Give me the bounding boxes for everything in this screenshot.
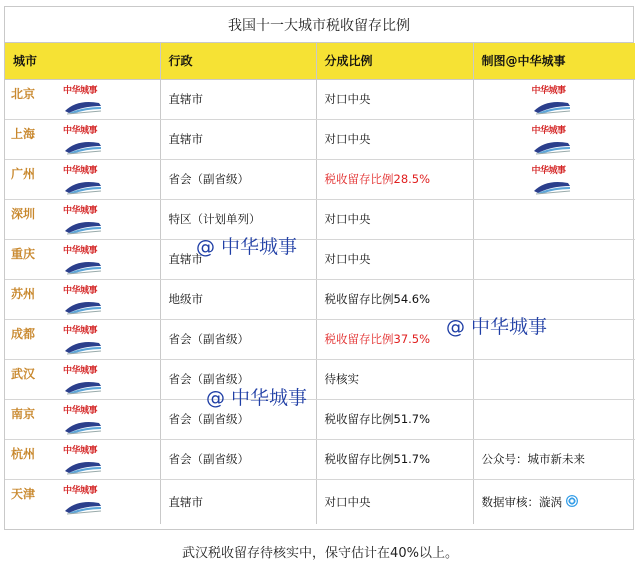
logo-wordmark: 中华城事 <box>531 125 566 136</box>
city-cell <box>5 79 160 119</box>
table-header-row <box>5 43 635 79</box>
watermark-3: @ 中华城事 <box>206 387 308 409</box>
city-logo-icon <box>63 86 103 116</box>
ratio-cell: 税收留存比例54.6% <box>316 279 473 319</box>
ratio-cell: 税收留存比例51.7% <box>316 399 473 439</box>
note-cell <box>473 239 635 279</box>
train-icon <box>63 337 103 355</box>
table-title: 我国十一大城市税收留存比例 <box>5 7 633 43</box>
admin-cell: 直辖市 <box>160 239 316 279</box>
table-row <box>5 239 635 279</box>
header-city: 城市 <box>5 43 160 79</box>
table-row <box>5 159 635 199</box>
table-row <box>5 199 635 239</box>
city-name: 成都 <box>11 326 36 341</box>
table-row <box>5 479 635 524</box>
logo-wordmark: 中华城事 <box>63 445 98 456</box>
table-row <box>5 79 635 119</box>
note-cell <box>473 359 635 399</box>
logo-wordmark: 中华城事 <box>63 245 98 256</box>
note-cell <box>473 479 635 524</box>
watermark-2: @ 中华城事 <box>446 316 548 338</box>
train-icon <box>532 137 572 155</box>
table-row <box>5 439 635 479</box>
train-icon <box>63 297 103 315</box>
train-icon <box>63 177 103 195</box>
city-cell <box>5 399 160 439</box>
train-icon <box>532 97 572 115</box>
note-cell <box>473 199 635 239</box>
credit-logo-icon <box>532 86 572 116</box>
credit-logo-icon <box>532 126 572 156</box>
city-logo-icon <box>63 326 103 356</box>
city-name: 武汉 <box>11 366 36 381</box>
city-name: 深圳 <box>11 206 36 221</box>
city-name: 重庆 <box>11 246 36 261</box>
logo-wordmark: 中华城事 <box>63 205 98 216</box>
note-cell <box>473 119 635 159</box>
row-note: 数据审核：漩涡 <box>481 494 562 509</box>
logo-wordmark: 中华城事 <box>63 405 98 416</box>
train-icon <box>63 257 103 275</box>
note-cell <box>473 159 635 199</box>
train-icon <box>532 177 572 195</box>
credit-logo-icon <box>532 166 572 196</box>
logo-wordmark: 中华城事 <box>63 125 98 136</box>
logo-wordmark: 中华城事 <box>63 325 98 336</box>
header-credit: 制图@中华城事 <box>473 43 635 79</box>
note-cell <box>473 79 635 119</box>
train-icon <box>63 97 103 115</box>
city-cell <box>5 359 160 399</box>
ratio-cell: 税收留存比例37.5% <box>316 319 473 359</box>
note-cell <box>473 439 635 479</box>
admin-cell: 省会（副省级） <box>160 159 316 199</box>
city-name: 广州 <box>11 166 36 181</box>
admin-cell: 直辖市 <box>160 79 316 119</box>
city-logo-icon <box>63 206 103 236</box>
logo-wordmark: 中华城事 <box>63 165 98 176</box>
city-name: 南京 <box>11 406 36 421</box>
table-body <box>5 79 635 524</box>
city-logo-icon <box>63 246 103 276</box>
train-icon <box>63 217 103 235</box>
logo-wordmark: 中华城事 <box>63 85 98 96</box>
city-cell <box>5 439 160 479</box>
train-icon <box>63 457 103 475</box>
train-icon <box>63 417 103 435</box>
admin-cell: 省会（副省级） <box>160 359 316 399</box>
ratio-cell: 对口中央 <box>316 119 473 159</box>
logo-wordmark: 中华城事 <box>63 485 98 496</box>
city-cell <box>5 319 160 359</box>
table-row <box>5 119 635 159</box>
city-name: 苏州 <box>11 286 36 301</box>
city-cell <box>5 119 160 159</box>
city-logo-icon <box>63 446 103 476</box>
train-icon <box>63 497 103 515</box>
admin-cell: 省会（副省级） <box>160 319 316 359</box>
logo-wordmark: 中华城事 <box>531 165 566 176</box>
city-logo-icon <box>63 486 103 516</box>
row-note: 公众号：城市新未来 <box>481 452 585 466</box>
admin-cell: 直辖市 <box>160 479 316 524</box>
watermark-1: @ 中华城事 <box>196 236 298 258</box>
city-logo-icon <box>63 286 103 316</box>
footer-note: 武汉税收留存待核实中，保守估计在40%以上。 <box>182 546 458 561</box>
swirl-icon <box>566 495 578 507</box>
header-admin: 行政 <box>160 43 316 79</box>
ratio-cell: 税收留存比例51.7% <box>316 439 473 479</box>
train-icon <box>63 137 103 155</box>
logo-wordmark: 中华城事 <box>63 365 98 376</box>
city-name: 杭州 <box>11 446 36 461</box>
ratio-cell: 对口中央 <box>316 79 473 119</box>
city-logo-icon <box>63 366 103 396</box>
logo-wordmark: 中华城事 <box>63 285 98 296</box>
city-cell <box>5 479 160 524</box>
train-icon <box>63 377 103 395</box>
tax-retention-table <box>5 43 635 524</box>
table-row <box>5 399 635 439</box>
ratio-cell: 税收留存比例28.5% <box>316 159 473 199</box>
tax-retention-table-sheet <box>4 6 634 530</box>
admin-cell: 地级市 <box>160 279 316 319</box>
ratio-cell: 对口中央 <box>316 479 473 524</box>
city-cell <box>5 199 160 239</box>
city-logo-icon <box>63 166 103 196</box>
admin-cell: 直辖市 <box>160 119 316 159</box>
header-ratio: 分成比例 <box>316 43 473 79</box>
admin-cell: 省会（副省级） <box>160 439 316 479</box>
admin-cell: 特区（计划单列） <box>160 199 316 239</box>
city-logo-icon <box>63 126 103 156</box>
ratio-cell: 对口中央 <box>316 239 473 279</box>
city-name: 天津 <box>11 486 36 501</box>
city-logo-icon <box>63 406 103 436</box>
ratio-cell: 待核实 <box>316 359 473 399</box>
logo-wordmark: 中华城事 <box>531 85 566 96</box>
city-cell <box>5 279 160 319</box>
table-row <box>5 359 635 399</box>
city-cell <box>5 159 160 199</box>
city-cell <box>5 239 160 279</box>
city-name: 上海 <box>11 126 36 141</box>
ratio-cell: 对口中央 <box>316 199 473 239</box>
admin-cell: 省会（副省级） <box>160 399 316 439</box>
city-name: 北京 <box>11 86 36 101</box>
note-cell <box>473 399 635 439</box>
